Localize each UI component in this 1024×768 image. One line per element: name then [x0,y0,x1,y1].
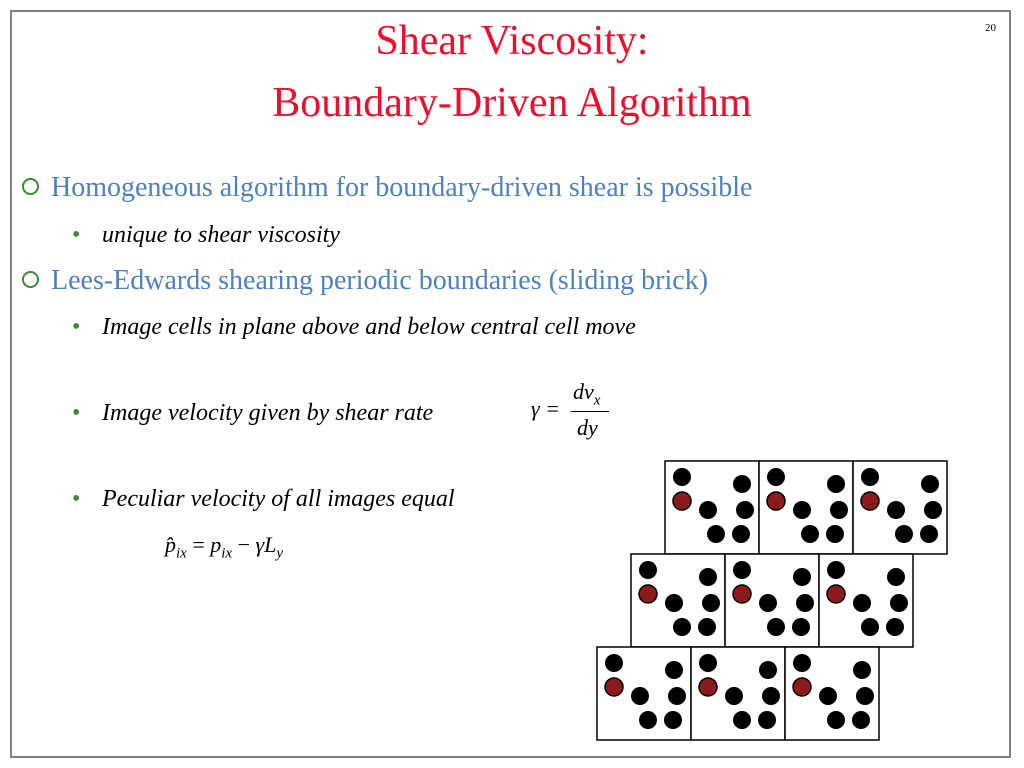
sub-bullet-text: unique to shear viscosity [102,222,340,248]
tagged-particle [605,678,623,696]
particle [827,475,845,493]
bullet-dot-icon: • [72,486,81,512]
particle [920,525,938,543]
particle [665,594,683,612]
particle [702,594,720,612]
particle [890,594,908,612]
particle [668,687,686,705]
particle [801,525,819,543]
bullet-dot-icon: • [72,222,81,248]
particle [767,618,785,636]
bullet-text: Lees-Edwards shearing periodic boundaries (sliding brick) [51,265,709,296]
particle [826,525,844,543]
shear-rate-equation [531,379,621,443]
sub-bullet-image-velocity [72,400,433,427]
slide-number: 20 [985,22,996,34]
tagged-particle [861,492,879,510]
sub-bullet-text: Image velocity given by shear rate [102,400,434,426]
tagged-particle [827,585,845,603]
particle [853,661,871,679]
particle [887,568,905,586]
particle [861,468,879,486]
particle [861,618,879,636]
particle [673,468,691,486]
particle [673,618,691,636]
particle [707,525,725,543]
particle [665,661,683,679]
bullet-ring-icon [22,178,39,195]
particle [733,475,751,493]
particle [759,661,777,679]
bullet-dot-icon: • [72,314,81,340]
sub-bullet-image-cells [72,314,636,341]
fraction-bar [571,411,609,412]
bullet-homogeneous [22,172,752,204]
particle [819,687,837,705]
sub-bullet-unique [72,222,340,249]
particle [733,561,751,579]
particle [736,501,754,519]
particle [852,711,870,729]
particle [792,618,810,636]
particle [827,561,845,579]
particle [793,568,811,586]
bullet-text: Homogeneous algorithm for boundary-driven shear is possible [51,172,753,203]
particle [759,594,777,612]
particle [758,711,776,729]
particle [793,654,811,672]
bullet-dot-icon: • [72,400,81,426]
particle [725,687,743,705]
particle [762,687,780,705]
particle [699,568,717,586]
particle [732,525,750,543]
particle [639,561,657,579]
particle [793,501,811,519]
particle [664,711,682,729]
particle [924,501,942,519]
particle [796,594,814,612]
tagged-particle [767,492,785,510]
slide-title-line2: Boundary-Driven Algorithm [272,80,752,126]
equation-lhs: γ = [531,396,561,421]
particle [631,687,649,705]
particle [699,501,717,519]
particle [605,654,623,672]
particle [830,501,848,519]
sub-bullet-text: Peculiar velocity of all images equal [102,486,455,512]
particle [639,711,657,729]
particle [886,618,904,636]
particle [698,618,716,636]
equation-denominator: dy [577,415,598,440]
bullet-ring-icon [22,271,39,288]
particle [767,468,785,486]
particle [699,654,717,672]
sliding-brick-cells-diagram [595,458,955,748]
tagged-particle [733,585,751,603]
bullet-lees-edwards [22,265,708,297]
tagged-particle [673,492,691,510]
particle [827,711,845,729]
tagged-particle [793,678,811,696]
tagged-particle [639,585,657,603]
particle [853,594,871,612]
particle [895,525,913,543]
particle [887,501,905,519]
peculiar-velocity-equation: $p̂_{ix} = p_{ix} - \gamma L_y$ [165,532,284,562]
particle [733,711,751,729]
equation-numerator: $dv_x$ [573,379,601,409]
sub-bullet-peculiar [72,486,455,513]
slide-title-line1: Shear Viscosity: [375,18,649,64]
particle [856,687,874,705]
particle [921,475,939,493]
tagged-particle [699,678,717,696]
sub-bullet-text: Image cells in plane above and below central cell move [102,314,636,340]
